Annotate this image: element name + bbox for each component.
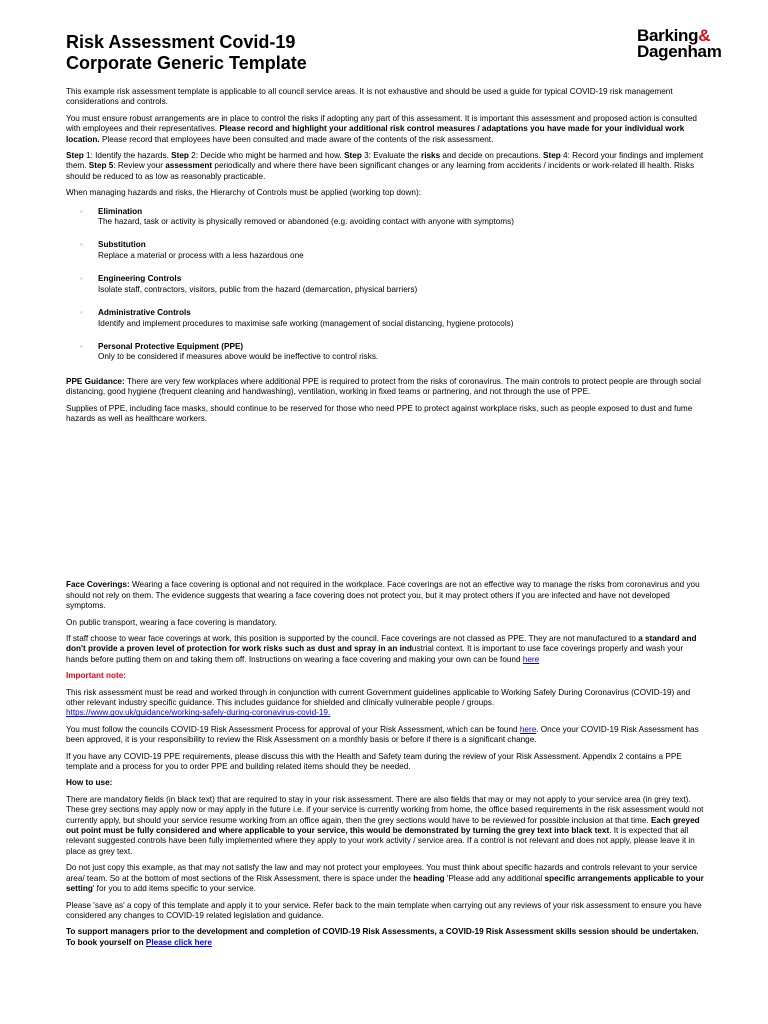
list-item: ◦ Personal Protective Equipment (PPE) Only to be considered if measures above would be ineffective to control risks. — [80, 341, 379, 362]
gov-guidance-link[interactable]: https://www.gov.uk/guidance/working-safely-during-coronavirus-covid-19. — [66, 708, 331, 718]
important-note-heading: Important note: — [66, 671, 127, 681]
face-covering-link[interactable]: here — [522, 654, 540, 664]
book-session-link[interactable]: Please click here — [145, 937, 212, 947]
title-line-2: Corporate Generic Template — [66, 53, 307, 73]
ppe-supplies: Supplies of PPE, including face masks, should continue to be reserved for those who need PPE to protect against workplace risks, such as people exposed to dust and fume hazards as well as healthcare workers. — [66, 403, 693, 423]
hierarchy-list — [66, 207, 704, 363]
risk-process-link[interactable]: here — [519, 724, 537, 734]
list-item: ◦ Engineering Controls Isolate staff, contractors, visitors, public from the hazard (demarcation, physical barriers) — [80, 274, 418, 294]
ppe-guidance: PPE Guidance: There are very few workplaces where additional PPE is required to protect from the risks of coronavirus. The main controls to protect people are through social distancing, good hygiene (frequent cleaning and handwashing), ventilation, working in fixed teams or partnering, and not through the use of PPE. — [66, 376, 701, 397]
list-item: ◦ Administrative Controls Identify and implement procedures to maximise safe working (management of social distancing, hygiene protocols) — [80, 308, 514, 328]
how-to-use-paragraph: There are mandatory fields (in black text) that are required to stay in your risk assessment. There are also fields that may or may not apply to your service area (in grey text). These grey sections may apply now or may apply in the future i.e. if your service is currently working from home, the office based requirements in the risk assessment would not currently apply, but should your service resume working from an office again, then the grey sections would have to be reviewed for possible inclusion at that time. Each greyed out point must be fully considered and where applicable to your service, this would be demonstrated by turning the grey text into black text. It is expected that all relevant suggested controls have been fully implemented where they apply to your work activity / service area. If a control is not relevant and does not apply, please leave it in place as grey text. — [66, 794, 704, 856]
bullet-icon: ◦ — [80, 341, 83, 351]
list-item: ◦ Elimination The hazard, task or activity is physically removed or abandoned (e.g. avoiding contact with anyone with symptoms) — [80, 206, 514, 227]
support-paragraph: To support managers prior to the development and completion of COVID-19 Risk Assessments, a COVID-19 Risk Assessment skills session should be undertaken. To book yourself on Please click here — [66, 927, 699, 947]
document-body — [66, 87, 704, 954]
staff-face-coverings: If staff choose to wear face coverings at work, this position is supported by the council. Face coverings are not classed as PPE. They are not manufactured to a standard and don't provide a proven level of protection for work risks such as dust and spray in an industrial context. It is important to use face coverings properly and wash your hands before putting them on and taking them off. Instructions on wearing a face covering and making your own can be found here — [66, 633, 697, 664]
bullet-icon: ◦ — [80, 274, 83, 284]
approval-paragraph: You must follow the councils COVID-19 Risk Assessment Process for approval of your Risk Assessment, which can be found here. Once your COVID-19 Risk Assessment has been approved, it is your responsibility to review the Risk Assessment on a monthly basis or before if there is a significant change. — [66, 724, 699, 745]
list-item: ◦ Substitution Replace a material or process with a less hazardous one — [80, 240, 304, 260]
logo-line-2: Dagenham — [637, 42, 722, 61]
important-paragraph: This risk assessment must be read and worked through in conjunction with current Government guidelines applicable to Working Safely During Coronavirus (COVID-19) and other relevant industry specific guidance. This includes guidance for shielded and clinically vulnerable people / groups. https://www.gov.uk/guidance/working-safely-during-coronavirus-covid-19. — [66, 687, 691, 718]
face-coverings: Face Coverings: Wearing a face covering is optional and not required in the workplace. Face coverings are not an effective way to manage the risks from coronavirus and you should not rely on them. The evidence suggests that wearing a face covering does not protect you, but it may protect others if you are infected and have not developed symptoms. — [66, 580, 700, 611]
record-highlight-bold: Please record and highlight your additional risk control measures / adaptations you have made for your individual work location. — [66, 124, 685, 144]
bullet-icon: ◦ — [80, 206, 83, 216]
title-line-1: Risk Assessment Covid-19 — [66, 32, 296, 52]
hierarchy-intro: When managing hazards and risks, the Hierarchy of Controls must be applied (working top down): — [66, 188, 421, 198]
public-transport: On public transport, wearing a face covering is mandatory. — [66, 617, 278, 627]
ppe-requirements-paragraph: If you have any COVID-19 PPE requirements, please discuss this with the Health and Safety team during the review of your Risk Assessment. Appendix 2 contains a PPE template and a process for you to order PPE and building related items should they be needed. — [66, 751, 682, 772]
do-not-copy-paragraph: Do not just copy this example, as that may not satisfy the law and may not protect your employees. You must think about specific hazards and controls relevant to your service area/ team. So at the bottom of most sections of the Risk Assessment, there is space under the heading 'Please add any additional specific arrangements applicable to your setting' for you to add items specific to your service. — [66, 863, 704, 894]
intro-paragraph: This example risk assessment template is applicable to all council service areas. It is not exhaustive and should be used a guide for typical COVID-19 risk management considerations and controls. — [66, 87, 673, 107]
steps-paragraph: Step 1: Identify the hazards. Step 2: Decide who might be harmed and how. Step 3: Evaluate the risks and decide on precautions. Step 4: Record your findings and implement them. Step 5: Review your assessment periodically and where there have been significant changes or any learning from accidents / incidents or work-related ill health. Risks should be reduced to as low as reasonably practicable. — [66, 151, 704, 181]
how-to-use-heading: How to use: — [66, 778, 113, 788]
barking-dagenham-logo — [637, 28, 722, 60]
save-as-paragraph: Please 'save as' a copy of this template and apply it to your service. Refer back to the main template when carrying out any reviews of your risk assessment to ensure you have considered any changes to COVID-19 related legislation and guidance. — [66, 900, 702, 920]
logo-ampersand: & — [698, 26, 711, 45]
bullet-icon: ◦ — [80, 240, 83, 250]
arrangements-paragraph: You must ensure robust arrangements are in place to control the risks if adopting any part of this assessment. It is important this assessment and proposed action is consulted with employees and their representatives. Please record and highlight your additional risk control measures / adaptations you have made for your individual work location. Please record that employees have been consulted and made aware of the contents of the risk assessment. — [66, 113, 697, 144]
bullet-icon: ◦ — [80, 308, 83, 318]
page-title — [66, 32, 307, 74]
logo-line-1: Barking — [637, 26, 699, 45]
blank-space — [66, 430, 704, 580]
